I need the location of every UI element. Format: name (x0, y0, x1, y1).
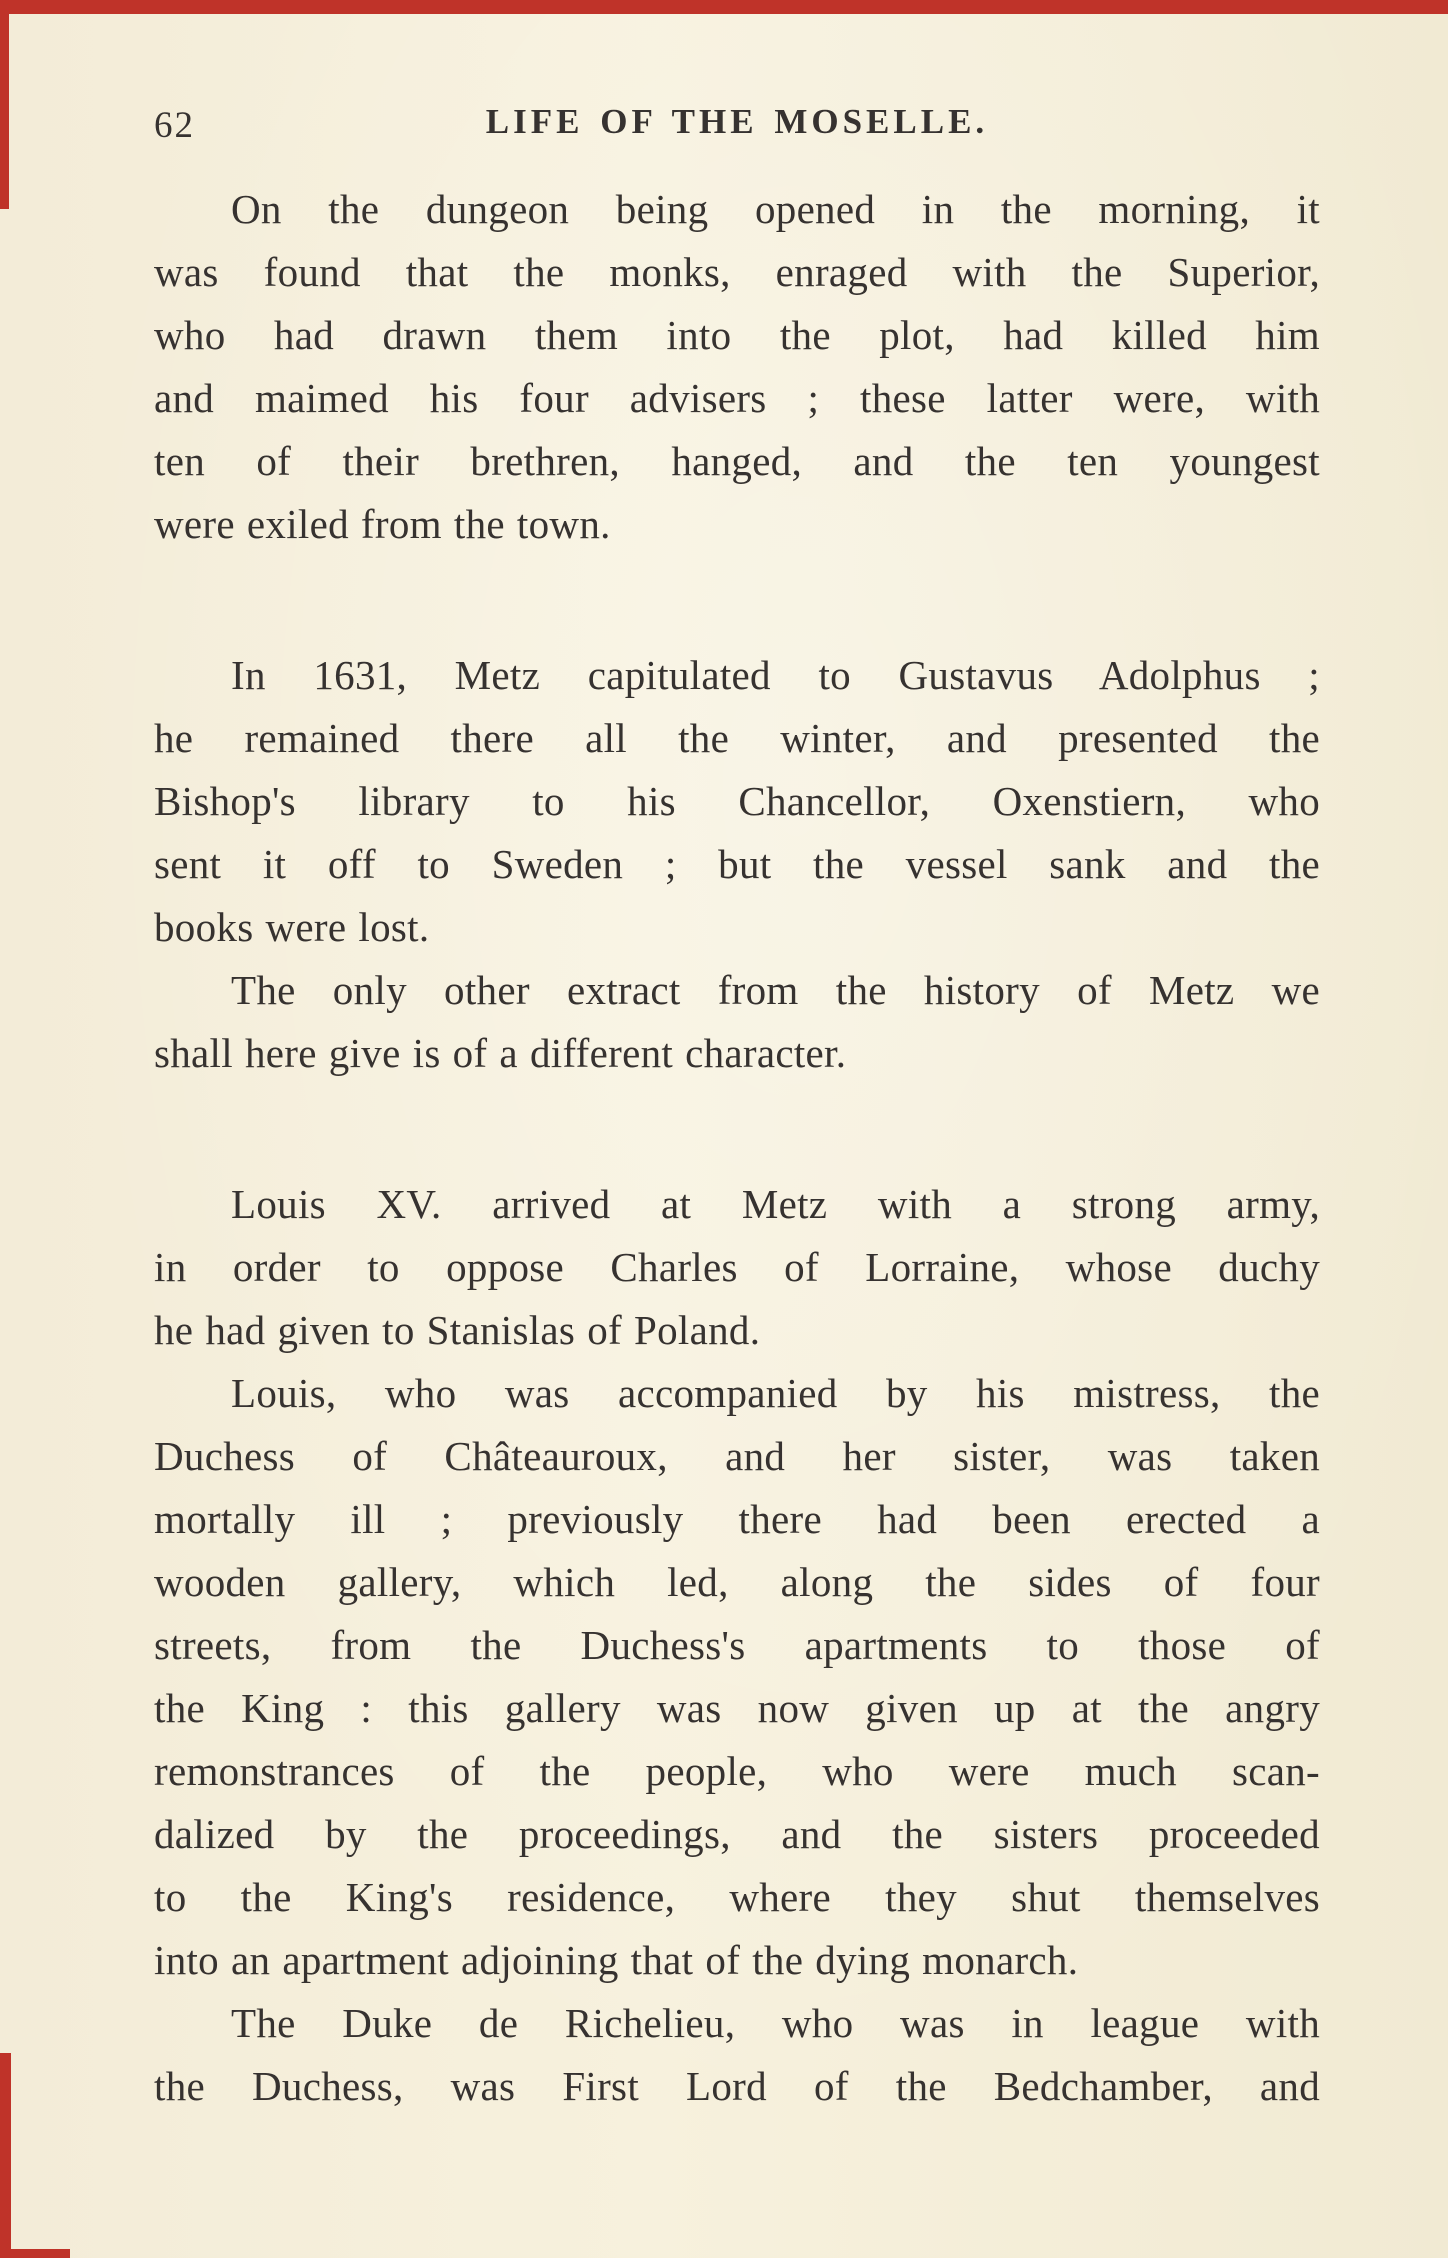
text-line: In 1631, Metz capitulated to Gustavus Adolphus ; (231, 652, 1320, 698)
book-edge-left-top (0, 14, 9, 209)
text-line: sent it off to Sweden ; but the vessel sank and the (154, 841, 1320, 887)
page-number: 62 (154, 105, 195, 146)
text-line: dalized by the proceedings, and the sisters proceeded (154, 1811, 1320, 1857)
text-line: Louis XV. arrived at Metz with a strong army, (231, 1181, 1320, 1227)
book-edge-left-bottom (0, 2053, 11, 2258)
text-line: wooden gallery, which led, along the sides of four (154, 1559, 1320, 1605)
paragraph (154, 1362, 1320, 1992)
text-line: was found that the monks, enraged with the Superior, (154, 249, 1320, 295)
text-line: mortally ill ; previously there had been erected a (154, 1496, 1320, 1542)
text-line: Bishop's library to his Chancellor, Oxenstiern, who (154, 778, 1320, 824)
text-line: Louis, who was accompanied by his mistress, the (231, 1370, 1320, 1416)
paragraph (154, 1173, 1320, 1362)
text-line: ten of their brethren, hanged, and the ten youngest (154, 438, 1320, 484)
paragraph (154, 644, 1320, 959)
paragraph (154, 1992, 1320, 2118)
text-line: he had given to Stanislas of Poland. (154, 1307, 761, 1353)
text-line: he remained there all the winter, and presented the (154, 715, 1320, 761)
text-line: shall here give is of a different character. (154, 1030, 847, 1076)
text-line: in order to oppose Charles of Lorraine, whose duchy (154, 1244, 1320, 1290)
page-header-row (154, 102, 1320, 148)
paragraph (154, 178, 1320, 556)
text-line: who had drawn them into the plot, had killed him (154, 312, 1320, 358)
text-line: Duchess of Châteauroux, and her sister, was taken (154, 1433, 1320, 1479)
paragraph (154, 959, 1320, 1085)
text-line: and maimed his four advisers ; these latter were, with (154, 375, 1320, 421)
text-line: the Duchess, was First Lord of the Bedchamber, and (154, 2063, 1320, 2109)
text-line: books were lost. (154, 904, 430, 950)
running-head-title: LIFE OF THE MOSELLE. (485, 102, 989, 141)
text-line: The Duke de Richelieu, who was in league with (231, 2000, 1320, 2046)
book-edge-bottom-left (0, 2249, 70, 2258)
text-line: On the dungeon being opened in the morning, it (231, 186, 1320, 232)
text-line: streets, from the Duchess's apartments to those of (154, 1622, 1320, 1668)
text-line: the King : this gallery was now given up at the angry (154, 1685, 1320, 1731)
text-line: remonstrances of the people, who were much scan- (154, 1748, 1320, 1794)
text-line: to the King's residence, where they shut themselves (154, 1874, 1320, 1920)
text-line: into an apartment adjoining that of the dying monarch. (154, 1937, 1079, 1983)
text-block (154, 178, 1320, 2118)
book-edge-top (0, 0, 1448, 14)
text-line: The only other extract from the history of Metz we (231, 967, 1320, 1013)
text-line: were exiled from the town. (154, 501, 611, 547)
